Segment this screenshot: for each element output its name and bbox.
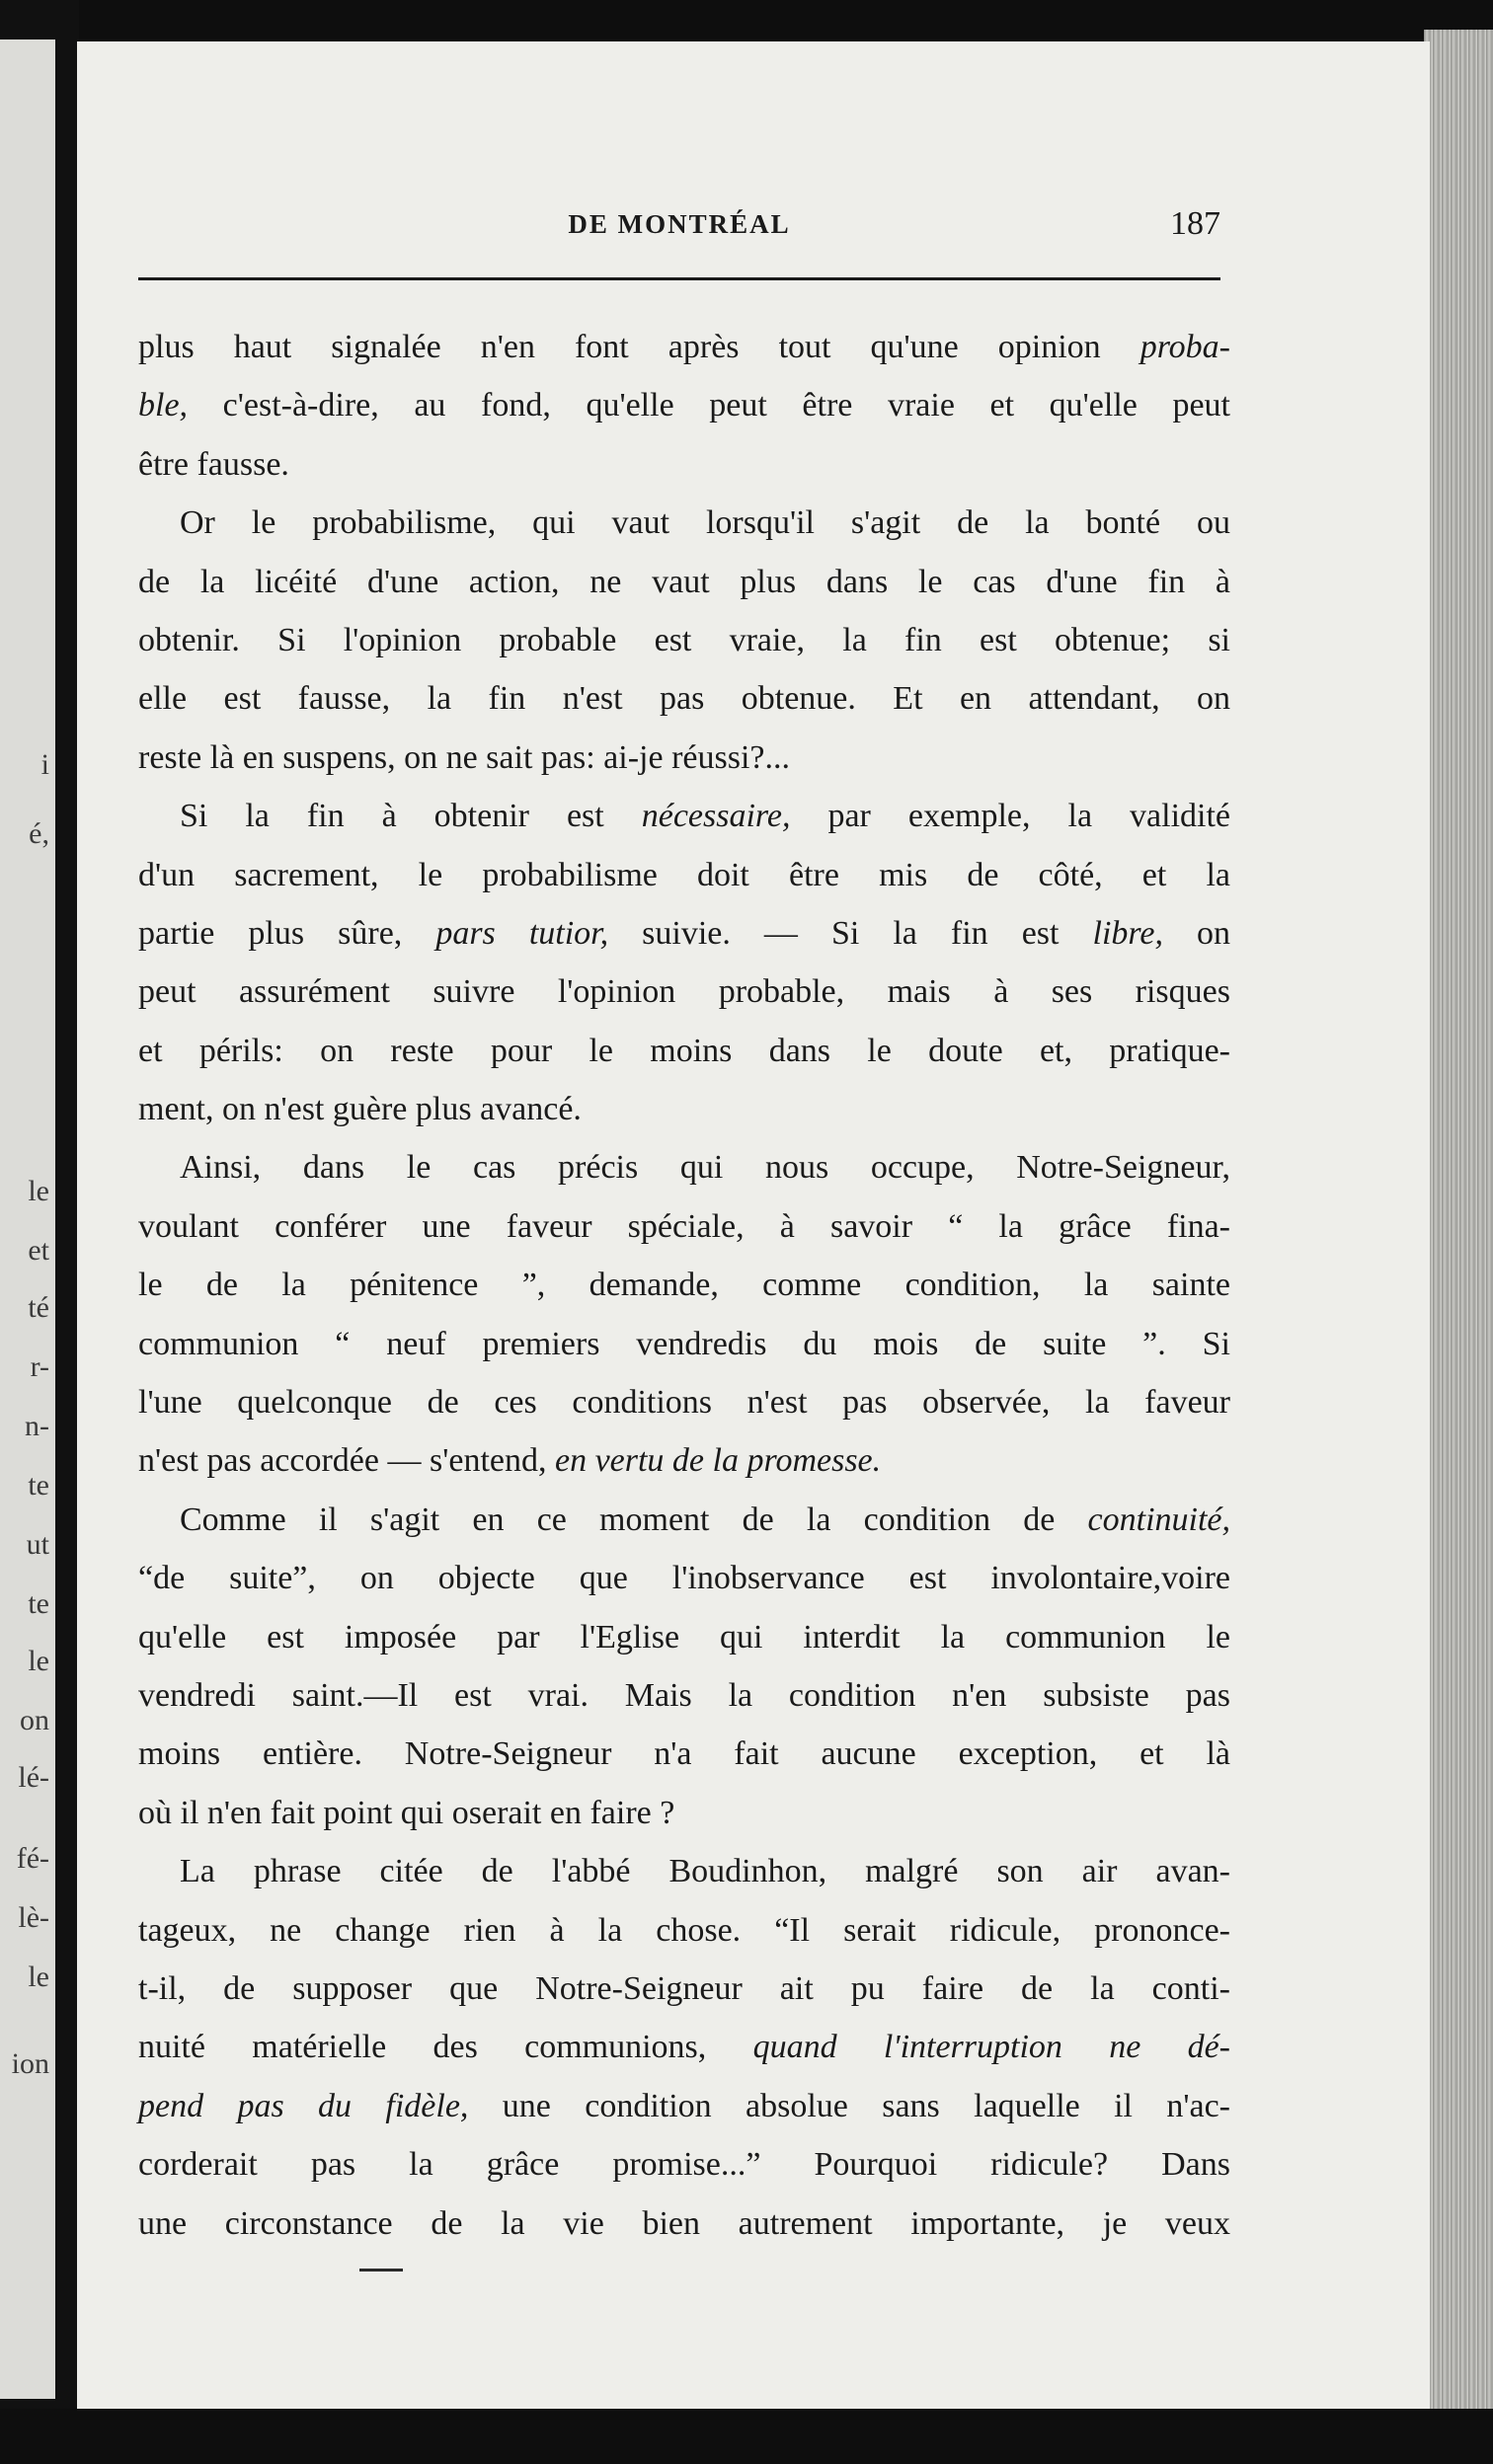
facing-page-fragment: te <box>28 1587 49 1620</box>
facing-page-edge <box>0 39 55 2399</box>
text-segment: et périls: on reste pour le moins dans le doute et, pratique- <box>138 1032 1230 1069</box>
facing-page-fragment: et <box>28 1234 49 1267</box>
text-line <box>138 669 1230 728</box>
text-segment: “de suite”, on objecte que l'inobservance est involontaire,voire <box>138 1560 1230 1597</box>
text-segment: La phrase citée de l'abbé Boudinhon, malgré son air avan- <box>180 1853 1230 1890</box>
facing-page-fragment: le <box>28 1961 49 1993</box>
facing-page-fragment: i <box>40 748 49 781</box>
text-segment: une circonstance de la vie bien autrement importante, je veux <box>138 2204 1230 2242</box>
facing-page-fragment: te <box>28 1469 49 1502</box>
facing-page-fragment: lé- <box>18 1761 49 1794</box>
text-line <box>138 1373 1230 1431</box>
text-line <box>138 1080 1230 1138</box>
text-segment: obtenir. Si l'opinion probable est vraie, la fin est obtenue; si <box>138 621 1230 658</box>
facing-page-fragment: ut <box>26 1528 49 1561</box>
scan-border-bottom <box>0 2409 1493 2464</box>
italic-text: nécessaire, <box>641 798 791 835</box>
text-line <box>138 904 1230 962</box>
text-line <box>138 2077 1230 2135</box>
facing-page-fragment: té <box>28 1291 49 1324</box>
italic-text: continuité, <box>1087 1501 1230 1538</box>
text-line <box>138 1608 1230 1666</box>
text-line <box>138 1315 1230 1373</box>
text-segment: partie plus sûre, <box>138 914 436 952</box>
text-line <box>138 1256 1230 1314</box>
text-segment: être fausse. <box>138 445 289 483</box>
text-line <box>138 846 1230 904</box>
text-line <box>138 2194 1230 2253</box>
text-line <box>138 1666 1230 1725</box>
text-segment: Or le probabilisme, qui vaut lorsqu'il s'agit de la bonté ou <box>180 504 1230 542</box>
text-line <box>138 1960 1230 2018</box>
text-line <box>138 729 1230 787</box>
text-segment: ment, on n'est guère plus avancé. <box>138 1091 582 1128</box>
body-text <box>138 318 1230 2253</box>
text-segment: d'un sacrement, le probabilisme doit être mis de côté, et la <box>138 856 1230 893</box>
text-segment: moins entière. Notre-Seigneur n'a fait aucune exception, et là <box>138 1735 1230 1773</box>
facing-page-fragment: le <box>28 1175 49 1207</box>
text-segment: tageux, ne change rien à la chose. “Il serait ridicule, prononce- <box>138 1911 1230 1949</box>
text-segment: plus haut signalée n'en font après tout qu'une opinion <box>138 329 1140 365</box>
text-segment: Ainsi, dans le cas précis qui nous occupe, Notre-Seigneur, <box>180 1149 1230 1187</box>
text-segment: l'une quelconque de ces conditions n'est pas observée, la faveur <box>138 1384 1230 1422</box>
text-line <box>138 1138 1230 1196</box>
text-segment: qu'elle est imposée par l'Eglise qui interdit la communion le <box>138 1618 1230 1656</box>
text-line <box>138 376 1230 434</box>
text-segment: le de la pénitence ”, demande, comme condition, la sainte <box>138 1267 1230 1304</box>
text-segment: voulant conférer une faveur spéciale, à savoir “ la grâce fina- <box>138 1207 1230 1245</box>
facing-page-fragment: r- <box>30 1350 49 1383</box>
text-line <box>138 1842 1230 1900</box>
page-stack-edge <box>1424 30 1493 2419</box>
text-segment: t-il, de supposer que Notre-Seigneur ait pu faire de la conti- <box>138 1969 1230 2007</box>
text-line <box>138 1725 1230 1783</box>
bottom-dash-mark <box>359 2269 403 2272</box>
text-segment: n'est pas accordée — s'entend, <box>138 1442 555 1480</box>
text-line <box>138 611 1230 669</box>
text-segment: Si la fin à obtenir est <box>180 798 642 835</box>
text-segment: reste là en suspens, on ne sait pas: ai-je réussi?... <box>138 738 790 776</box>
text-line <box>138 787 1230 845</box>
text-line <box>138 2018 1230 2076</box>
scan-border-top <box>0 0 1493 41</box>
text-segment: nuité matérielle des communions, <box>138 2029 753 2066</box>
text-segment: une condition absolue sans laquelle il n'ac- <box>468 2087 1230 2124</box>
text-segment: où il n'en fait point qui oserait en faire ? <box>138 1794 675 1831</box>
facing-page-fragment: lè- <box>18 1901 49 1934</box>
italic-text: pend pas du fidèle, <box>138 2087 469 2124</box>
text-line <box>138 2135 1230 2194</box>
text-segment: corderait pas la grâce promise...” Pourquoi ridicule? Dans <box>138 2146 1230 2184</box>
header-rule <box>138 277 1220 280</box>
italic-text: pars tutior, <box>435 914 609 952</box>
text-line <box>138 1491 1230 1549</box>
italic-text: proba- <box>1139 329 1230 365</box>
text-line <box>138 494 1230 552</box>
italic-text: quand l'interruption ne dé- <box>752 2029 1231 2066</box>
text-line <box>138 962 1230 1021</box>
running-head: DE MONTRÉAL <box>568 209 791 239</box>
text-line <box>138 1431 1230 1490</box>
text-line <box>138 1197 1230 1256</box>
text-line <box>138 1784 1230 1842</box>
page-number: 187 <box>1170 205 1220 242</box>
facing-page-fragment: ion <box>11 2047 49 2080</box>
text-segment: Comme il s'agit en ce moment de la condition de <box>180 1501 1088 1538</box>
text-line <box>138 1901 1230 1960</box>
facing-page-fragment: é, <box>29 817 49 850</box>
facing-page-fragment: le <box>28 1645 49 1677</box>
text-segment: on <box>1162 914 1231 952</box>
text-segment: communion “ neuf premiers vendredis du mois de suite ”. Si <box>138 1325 1230 1362</box>
italic-text: ble, <box>138 387 189 424</box>
italic-text: en vertu de la promesse. <box>554 1442 882 1480</box>
text-line <box>138 1022 1230 1080</box>
text-segment: vendredi saint.—Il est vrai. Mais la condition n'en subsiste pas <box>138 1676 1230 1714</box>
text-line <box>138 435 1230 494</box>
facing-page-fragment: n- <box>25 1410 49 1442</box>
text-line <box>138 318 1230 376</box>
text-line <box>138 1549 1230 1607</box>
text-segment: de la licéité d'une action, ne vaut plus dans le cas d'une fin à <box>138 563 1230 600</box>
facing-page-fragment: on <box>20 1704 49 1736</box>
page-header <box>138 205 1220 245</box>
text-segment: peut assurément suivre l'opinion probable, mais à ses risques <box>138 973 1230 1011</box>
italic-text: libre, <box>1092 914 1163 952</box>
text-segment: suivie. — Si la fin est <box>608 914 1093 952</box>
text-line <box>138 553 1230 611</box>
text-segment: c'est-à-dire, au fond, qu'elle peut être vraie et qu'elle peut <box>188 387 1230 424</box>
facing-page-fragment: fé- <box>16 1842 49 1875</box>
text-segment: elle est fausse, la fin n'est pas obtenue. Et en attendant, on <box>138 680 1230 718</box>
text-segment: par exemple, la validité <box>790 798 1230 835</box>
